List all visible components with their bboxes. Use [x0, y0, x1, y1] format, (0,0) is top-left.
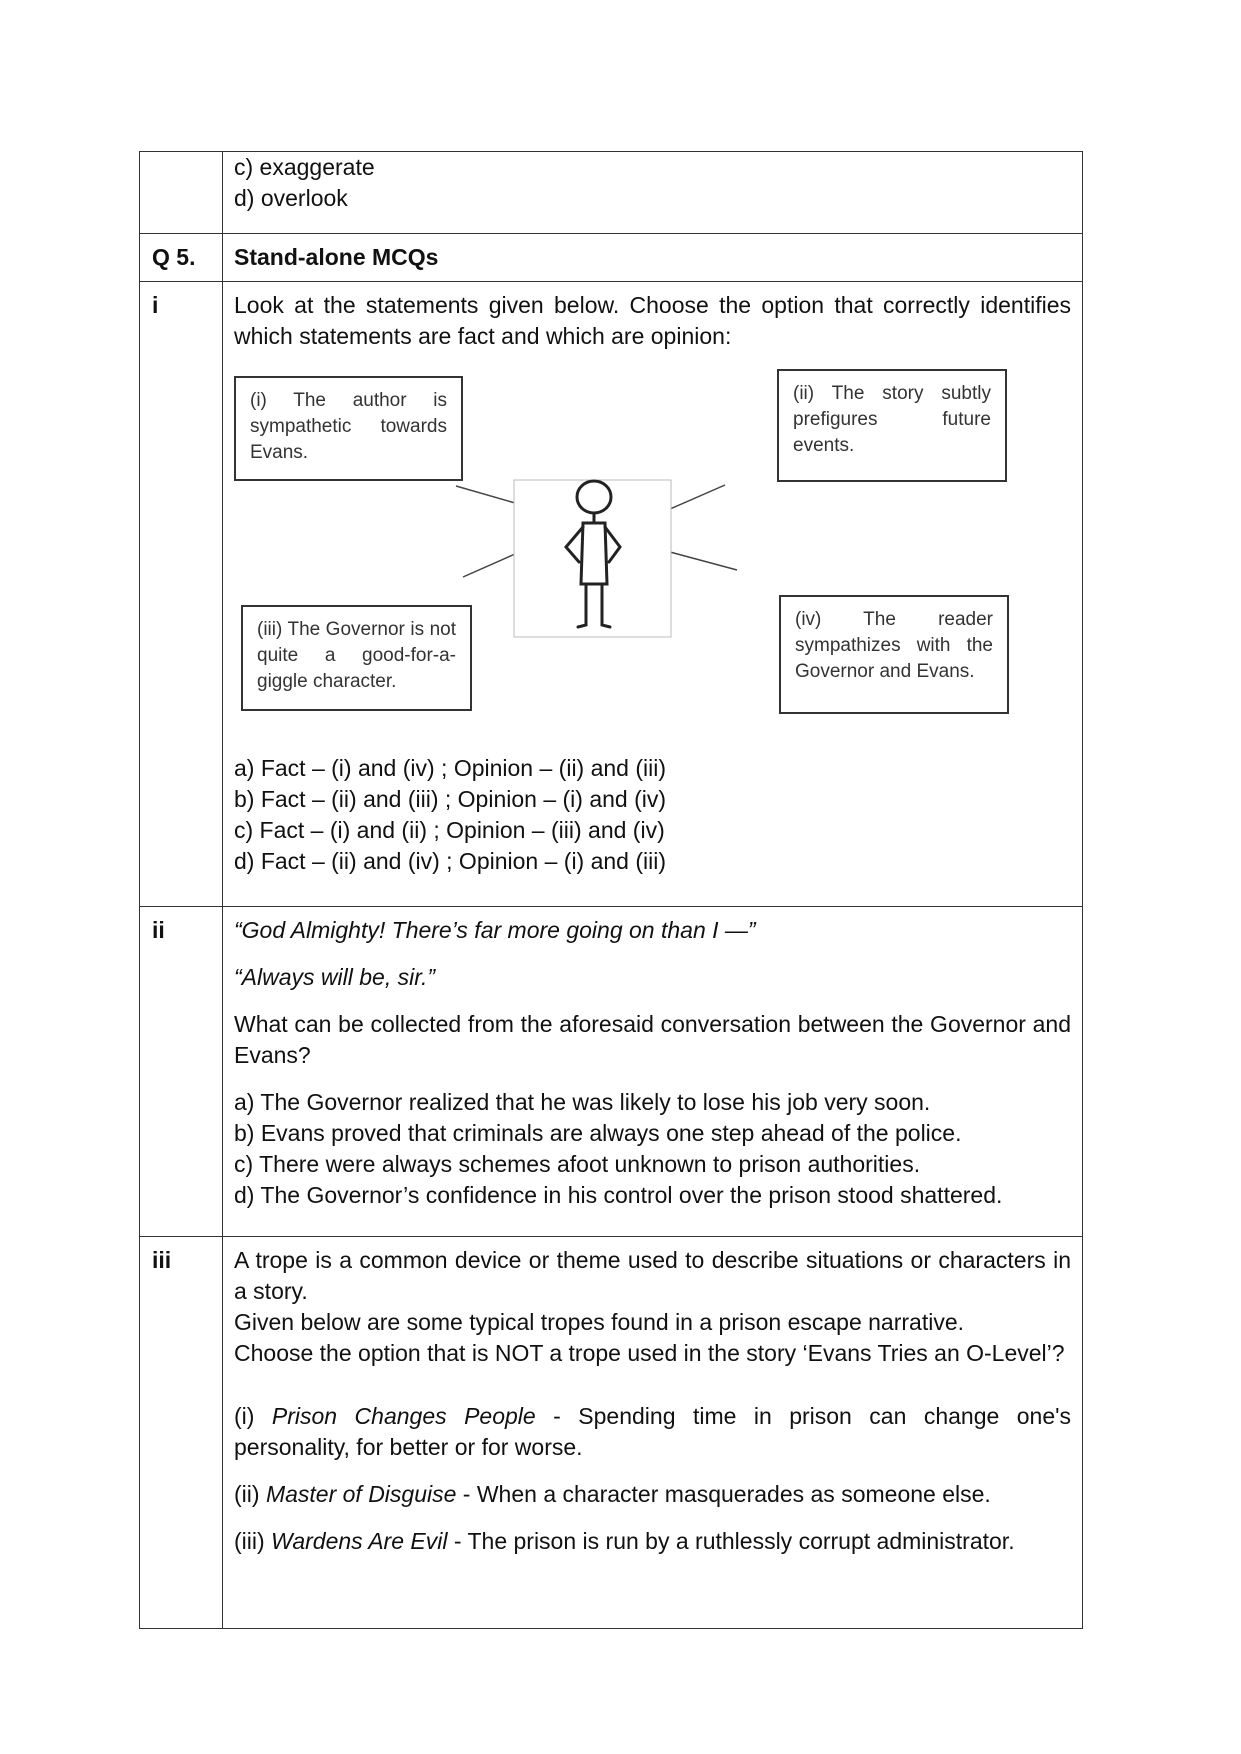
question-number: Q 5.: [140, 234, 223, 282]
trope-name: Prison Changes People: [271, 1403, 536, 1429]
trope-description: - The prison is run by a ruthlessly corrupt administrator.: [453, 1528, 1015, 1554]
table-row: [140, 152, 1083, 234]
trope-number: (ii): [234, 1481, 260, 1507]
section-title: Stand-alone MCQs: [223, 234, 1083, 282]
question-body-cell: [223, 152, 1083, 234]
statement-box-iii: (iii) The Governor is not quite a good-for-a-giggle character.: [241, 605, 472, 711]
statement-box-iv: (iv) The reader sympathizes with the Governor and Evans.: [779, 595, 1009, 714]
option-d: d) The Governor’s confidence in his control over the prison stood shattered.: [234, 1182, 1003, 1208]
option-b: b) Fact – (ii) and (iii) ; Opinion – (i) and (iv): [234, 786, 667, 812]
option-a: a) Fact – (i) and (iv) ; Opinion – (ii) and (iii): [234, 755, 667, 781]
option-d: d) Fact – (ii) and (iv) ; Opinion – (i) and (iii): [234, 848, 667, 874]
trope-number: (i): [234, 1403, 255, 1429]
trope-description: - When a character masquerades as someone else.: [462, 1481, 991, 1507]
question-number: i: [140, 282, 223, 907]
table-row: [140, 234, 1083, 282]
option-b: b) Evans proved that criminals are always one step ahead of the police.: [234, 1120, 962, 1146]
option-c: c) Fact – (i) and (ii) ; Opinion – (iii) and (iv): [234, 817, 665, 843]
trope-item-iii: [234, 1526, 1071, 1557]
option-c: c) There were always schemes afoot unknown to prison authorities.: [234, 1151, 921, 1177]
trope-name: Master of Disguise: [265, 1481, 457, 1507]
trope-number: (iii): [234, 1528, 265, 1554]
option-a: a) The Governor realized that he was likely to lose his job very soon.: [234, 1089, 931, 1115]
question-body-cell: [223, 907, 1083, 1237]
question-prompt: Look at the statements given below. Choose the option that correctly identifies which statements are fact and which are opinion:: [234, 292, 1071, 349]
question-number: iii: [140, 1237, 223, 1629]
trope-item-ii: [234, 1479, 1071, 1510]
trope-definition: A trope is a common device or theme used to describe situations or characters in a story.: [234, 1247, 1071, 1304]
statement-box-ii: (ii) The story subtly prefigures future events.: [777, 369, 1007, 482]
option-c: c) exaggerate: [234, 154, 375, 180]
question-body-cell: [223, 1237, 1083, 1629]
table-row: [140, 907, 1083, 1237]
statement-box-i: (i) The author is sympathetic towards Evans.: [234, 376, 463, 481]
trope-intro: Given below are some typical tropes found in a prison escape narrative.: [234, 1309, 965, 1335]
quote-governor: “God Almighty! There’s far more going on than I —”: [234, 917, 756, 943]
question-number-cell: [140, 152, 223, 234]
trope-name: Wardens Are Evil: [271, 1528, 448, 1554]
question-table: [139, 151, 1083, 1629]
trope-description: - Spending time in prison can change one's personality, for better or for worse.: [234, 1403, 1072, 1460]
table-row: [140, 1237, 1083, 1629]
question-number: ii: [140, 907, 223, 1237]
statements-figure: [234, 369, 1071, 744]
question-prompt: What can be collected from the aforesaid conversation between the Governor and Evans?: [234, 1011, 1071, 1068]
quote-evans: “Always will be, sir.”: [234, 964, 436, 990]
option-d: d) overlook: [234, 185, 348, 211]
table-row: [140, 282, 1083, 907]
trope-item-i: [234, 1401, 1071, 1463]
question-prompt: Choose the option that is NOT a trope used in the story ‘Evans Tries an O-Level’?: [234, 1340, 1065, 1366]
question-body-cell: [223, 282, 1083, 907]
